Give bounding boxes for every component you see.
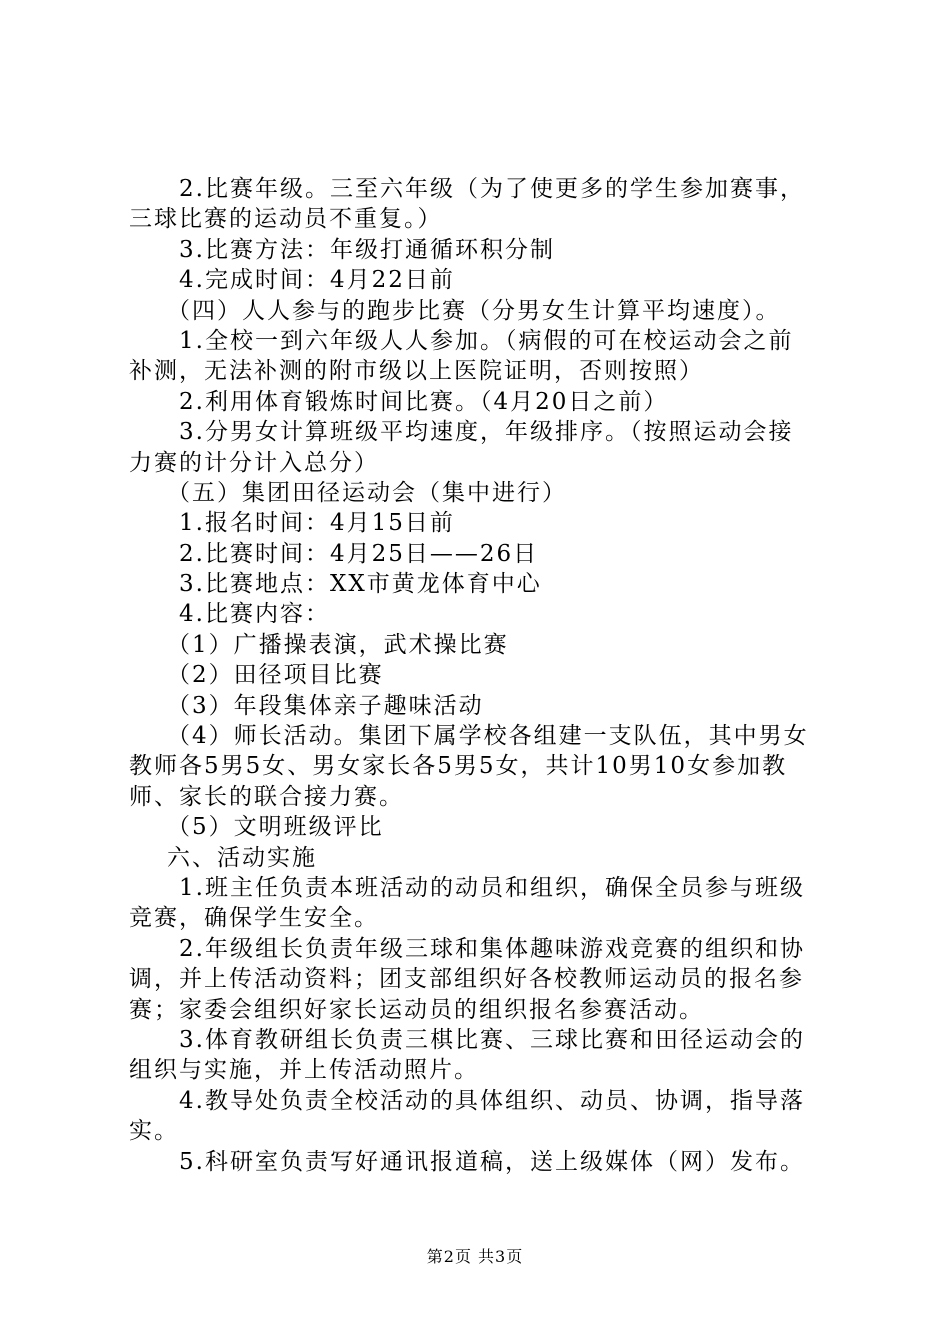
text-line: 补测，无法补测的附市级以上医院证明，否则按照） [129,358,704,385]
text-line: 调，并上传活动资料；团支部组织好各校教师运动员的报名参 [129,966,804,993]
text-line: （5）文明班级评比 [167,814,384,841]
text-line: 竞赛，确保学生安全。 [129,905,379,932]
text-line: 赛；家委会组织好家长运动员的组织报名参赛活动。 [129,996,704,1023]
text-line: 1.全校一到六年级人人参加。（病假的可在校运动会之前 [179,327,794,354]
text-line: 师、家长的联合接力赛。 [129,783,404,810]
text-line: 教师各5男5女、男女家长各5男5女，共计10男10女参加教 [129,753,788,780]
document-body [129,174,829,1177]
text-line: （1）广播操表演，武术操比赛 [167,631,509,658]
text-line: 实。 [129,1118,179,1145]
text-line: 1.班主任负责本班活动的动员和组织，确保全员参与班级 [179,874,805,901]
text-line: （五）集团田径运动会（集中进行） [167,479,567,506]
text-line: 2.年级组长负责年级三球和集体趣味游戏竞赛的组织和协 [179,935,805,962]
text-line: （4）师长活动。集团下属学校各组建一支队伍，其中男女 [167,723,809,750]
text-line: 三球比赛的运动员不重复。） [129,206,443,233]
text-line: 4.完成时间：4月22日前 [179,267,455,294]
text-line: （3）年段集体亲子趣味活动 [167,692,484,719]
text-line: （四）人人参与的跑步比赛（分男女生计算平均速度）。 [167,297,781,324]
text-line: 组织与实施，并上传活动照片。 [129,1057,479,1084]
text-line: 2.比赛年级。三至六年级（为了使更多的学生参加赛事， [179,176,805,202]
text-line: （2）田径项目比赛 [167,662,384,689]
text-line: 3.体育教研组长负责三棋比赛、三球比赛和田径运动会的 [179,1026,805,1053]
text-line: 六、活动实施 [167,844,317,871]
text-line: 1.报名时间：4月15日前 [179,510,455,537]
text-line: 4.教导处负责全校活动的具体组织、动员、协调，指导落 [179,1087,805,1114]
text-line: 3.比赛方法：年级打通循环积分制 [179,236,555,263]
text-line: 2.比赛时间：4月25日——26日 [179,540,539,567]
text-line: 5.科研室负责写好通讯报道稿，送上级媒体（网）发布。 [179,1148,805,1175]
text-line: 3.比赛地点：XX市黄龙体育中心 [179,571,542,598]
text-line: 2.利用体育锻炼时间比赛。（4月20日之前） [179,388,669,415]
text-line: 3.分男女计算班级平均速度，年级排序。（按照运动会接 [179,419,794,446]
text-line: 4.比赛内容： [179,601,330,628]
page-footer: 第2页 共3页 [426,1247,524,1266]
text-line: 力赛的计分计入总分） [129,449,379,476]
